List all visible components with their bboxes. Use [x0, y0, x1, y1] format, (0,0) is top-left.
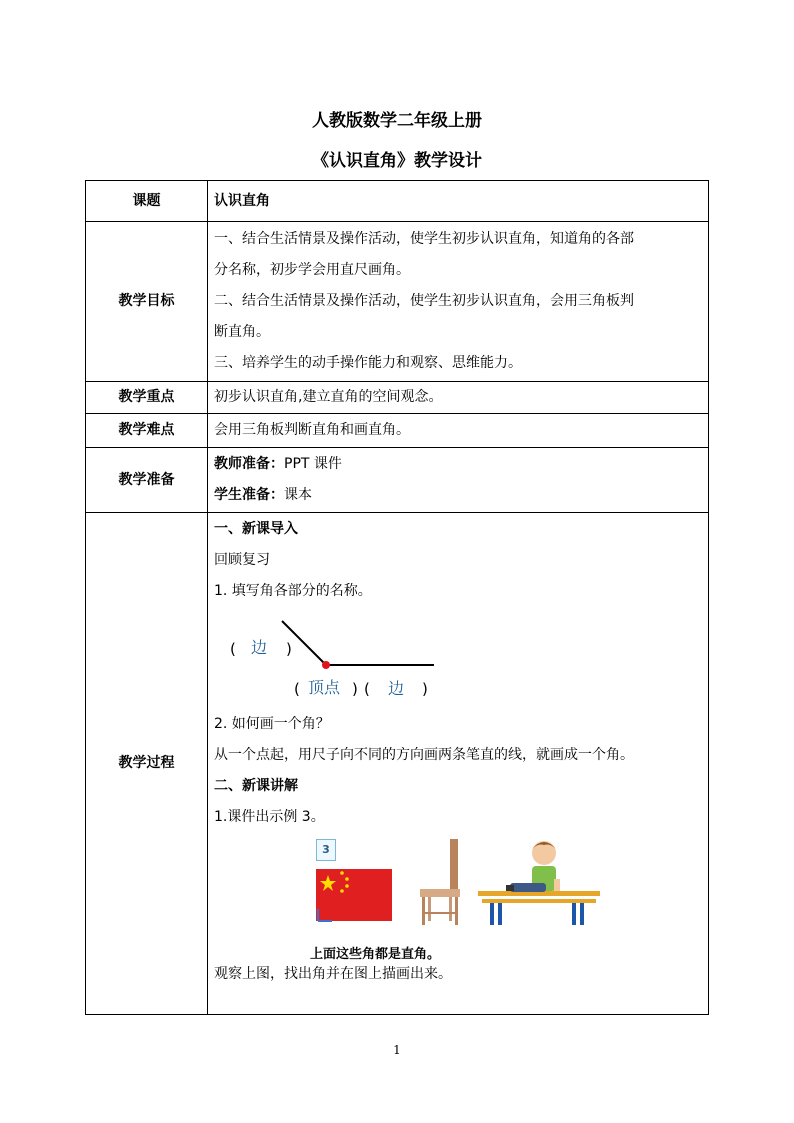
document-title: 人教版数学二年级上册	[312, 111, 482, 131]
chair-leg-icon	[455, 897, 458, 925]
child-hand-icon	[554, 879, 560, 891]
example-number-badge: 3	[316, 839, 336, 861]
chair-back-icon	[450, 839, 458, 897]
question-2: 2. 如何画一个角？	[214, 716, 330, 732]
child-legs-icon	[510, 883, 546, 892]
teacher-prep	[214, 449, 702, 480]
page-number: 1	[393, 1043, 401, 1057]
example-caption: 上面这些角都是直角。	[310, 947, 441, 962]
bench-rail-icon	[482, 899, 596, 903]
lesson-plan-table	[85, 180, 709, 1015]
bench-leg-icon	[580, 903, 584, 925]
section-lesson-heading: 二、新课讲解	[214, 778, 298, 794]
chair-seat-icon	[420, 889, 460, 897]
goal-line: 分名称，初步学会用直尺画角。	[214, 262, 410, 278]
row-process	[86, 513, 709, 1015]
value-topic: 认识直角	[208, 181, 709, 222]
section-intro-heading: 一、新课导入	[214, 521, 298, 537]
example-illustration	[310, 839, 610, 939]
flag-small-star-icon	[345, 884, 349, 888]
example-3-figure	[310, 839, 610, 962]
vertex-paren-close: )	[352, 680, 358, 698]
teacher-prep-label: 教师准备：	[214, 456, 284, 472]
row-topic	[86, 181, 709, 222]
document-subtitle: 《认识直角》教学设计	[312, 151, 482, 171]
value-difficulty: 会用三角板判断直角和画直角。	[208, 414, 709, 448]
value-preparation	[208, 448, 709, 513]
flag-small-star-icon	[340, 889, 344, 893]
example-text: 1.课件出示例 3。	[214, 809, 325, 825]
chair-leg-icon	[428, 897, 431, 921]
left-side-answer: 边	[251, 638, 268, 657]
flag-illustration	[316, 869, 392, 921]
label-topic: 课题	[86, 181, 208, 222]
student-prep-value: 课本	[284, 487, 312, 503]
chair-leg-icon	[422, 897, 425, 925]
student-prep	[214, 480, 702, 511]
value-key-point: 初步认识直角,建立直角的空间观念。	[208, 382, 709, 414]
goal-line: 三、培养学生的动手操作能力和观察、思维能力。	[214, 355, 522, 371]
row-preparation	[86, 448, 709, 513]
flag-small-star-icon	[340, 871, 344, 875]
left-paren-close: )	[286, 640, 292, 658]
vertex-paren-open: (	[294, 680, 300, 698]
right-paren-open: (	[364, 680, 370, 698]
label-process: 教学过程	[86, 513, 208, 1015]
student-prep-label: 学生准备：	[214, 487, 284, 503]
bench-leg-icon	[572, 903, 576, 925]
bench-leg-icon	[498, 903, 502, 925]
chair-leg-icon	[449, 897, 452, 921]
teacher-prep-value: PPT 课件	[284, 456, 342, 472]
label-goals: 教学目标	[86, 222, 208, 382]
goal-line: 断直角。	[214, 324, 270, 340]
left-paren-open: (	[230, 640, 236, 658]
child-shoe-icon	[506, 885, 514, 891]
label-difficulty: 教学难点	[86, 414, 208, 448]
answer-2: 从一个点起，用尺子向不同的方向画两条笔直的线，就画成一个角。	[214, 747, 634, 763]
label-preparation: 教学准备	[86, 448, 208, 513]
angle-diagram	[214, 613, 474, 709]
row-goals	[86, 222, 709, 382]
row-difficulty	[86, 414, 709, 448]
goal-line: 一、结合生活情景及操作活动，使学生初步认识直角，知道角的各部	[214, 231, 634, 247]
question-1: 1. 填写角各部分的名称。	[214, 583, 372, 599]
label-key-point: 教学重点	[86, 382, 208, 414]
goal-line: 二、结合生活情景及操作活动，使学生初步认识直角，会用三角板判	[214, 293, 634, 309]
bench-leg-icon	[490, 903, 494, 925]
angle-lines	[214, 613, 474, 709]
observe-instruction: 观察上图，找出角并在图上描画出来。	[214, 966, 452, 982]
value-process	[208, 513, 709, 1015]
right-paren-close: )	[422, 680, 428, 698]
vertex-dot	[322, 661, 330, 669]
flag-small-star-icon	[345, 877, 349, 881]
right-side-answer: 边	[388, 679, 405, 698]
review-text: 回顾复习	[214, 552, 270, 568]
value-goals	[208, 222, 709, 382]
vertex-answer: 顶点	[308, 678, 341, 697]
row-key-point	[86, 382, 709, 414]
